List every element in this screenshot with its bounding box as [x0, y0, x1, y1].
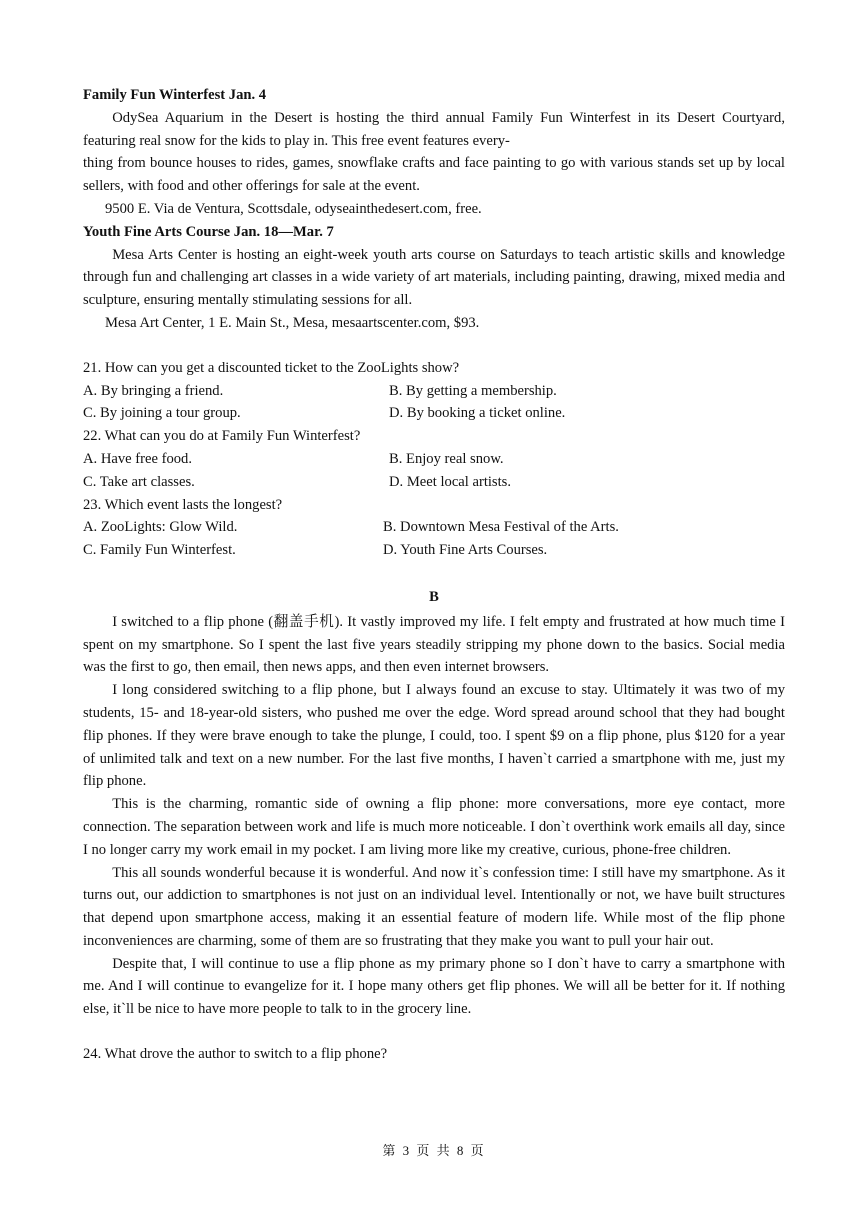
option-b: B. Downtown Mesa Festival of the Arts. [383, 519, 619, 536]
option-a: A. By bringing a friend. [83, 382, 224, 399]
question-24-stem: 24. What drove the author to switch to a flip phone? [83, 1046, 388, 1063]
option-c: C. Take art classes. [83, 473, 195, 490]
event-description: Mesa Arts Center is hosting an eight-week youth arts course on Saturdays to teach artistic skills and knowledge through fun and challenging art classes in a wide variety of art materials, including painting, drawing, mixed media and sculpture, ensuring mentally stimulating sessions for all. [83, 246, 785, 309]
event-address: Mesa Art Center, 1 E. Main St., Mesa, mesaartscenter.com, $93. [105, 314, 480, 331]
option-a: A. ZooLights: Glow Wild. [83, 519, 238, 536]
option-b: B. Enjoy real snow. [389, 450, 504, 467]
page-footer: 第 3 页 共 8 页 [382, 1143, 486, 1158]
event-youth-fine-arts [83, 221, 785, 335]
event-address: 9500 E. Via de Ventura, Scottsdale, odyseainthedesert.com, free. [105, 200, 482, 217]
option-b: B. By getting a membership. [389, 382, 557, 399]
option-c: C. By joining a tour group. [83, 405, 241, 422]
passage-paragraph: This all sounds wonderful because it is wonderful. And now it`s confession time: I still have my smartphone. As it turns out, our addiction to smartphones is not just on an individual level. Intentionally or not, we have built structures that depend upon smartphone access, making it an essential feature of modern life. While most of the flip phone inconveniences are charming, some of them are so frustrating that they make you want to pull your hair out. [83, 864, 785, 949]
question-22 [83, 425, 785, 493]
option-d: D. Meet local artists. [389, 473, 511, 490]
question-23 [83, 494, 785, 562]
section-b-title: B [429, 588, 439, 605]
passage-paragraph: Despite that, I will continue to use a flip phone as my primary phone so I don`t have to carry a smartphone with me. And I will continue to evangelize for it. I hope many others get flip phones. We will all be better for it. If nothing else, it`ll be nice to have more people to talk to in the grocery line. [83, 955, 785, 1018]
question-21 [83, 357, 785, 425]
event-description-continued: thing from bounce houses to rides, games, snowflake crafts and face painting to go with various stands set up by local sellers, with food and other offerings for sale at the event. [83, 155, 785, 195]
question-stem: 23. Which event lasts the longest? [83, 496, 283, 513]
event-family-fun-winterfest [83, 84, 785, 221]
option-d: D. By booking a ticket online. [389, 405, 566, 422]
passage-paragraph: I long considered switching to a flip phone, but I always found an excuse to stay. Ultimately it was two of my students, 15- and 18-year-old sisters, who pushed me over the edge. Word spread around school that they had bought flip phones. If they were brave enough to take the plunge, I could, too. I spent $9 on a flip phone, plus $120 for a year of unlimited talk and text on a new number. For the last five months, I haven`t carried a smartphone with me, just my flip phone. [83, 682, 785, 790]
question-stem: 22. What can you do at Family Fun Winterfest? [83, 428, 361, 445]
section-b-passage [83, 611, 785, 1021]
option-c: C. Family Fun Winterfest. [83, 542, 236, 559]
passage-paragraph: I switched to a flip phone (翻盖手机). It vastly improved my life. I felt empty and frustrated at how much time I spent on my smartphone. So I spent the last five years steadily stripping my phone down to the basics. Social media was the first to go, then email, then news apps, and then even internet browsers. [83, 613, 785, 676]
event-description: OdySea Aquarium in the Desert is hosting the third annual Family Fun Winterfest in its Desert Courtyard, featuring real snow for the kids to play in. This free event features every- [83, 109, 785, 149]
option-a: A. Have free food. [83, 450, 192, 467]
page-content [83, 84, 785, 1066]
passage-paragraph: This is the charming, romantic side of owning a flip phone: more conversations, more eye contact, more connection. The separation between work and life is much more noticeable. I don`t overthink work emails all day, since I no longer carry my work email in my pocket. I am living more like my creative, curious, phone-free children. [83, 796, 785, 858]
event-title: Youth Fine Arts Course Jan. 18—Mar. 7 [83, 223, 334, 240]
event-title: Family Fun Winterfest Jan. 4 [83, 87, 267, 103]
question-stem: 21. How can you get a discounted ticket to the ZooLights show? [83, 359, 460, 376]
option-d: D. Youth Fine Arts Courses. [383, 542, 548, 559]
